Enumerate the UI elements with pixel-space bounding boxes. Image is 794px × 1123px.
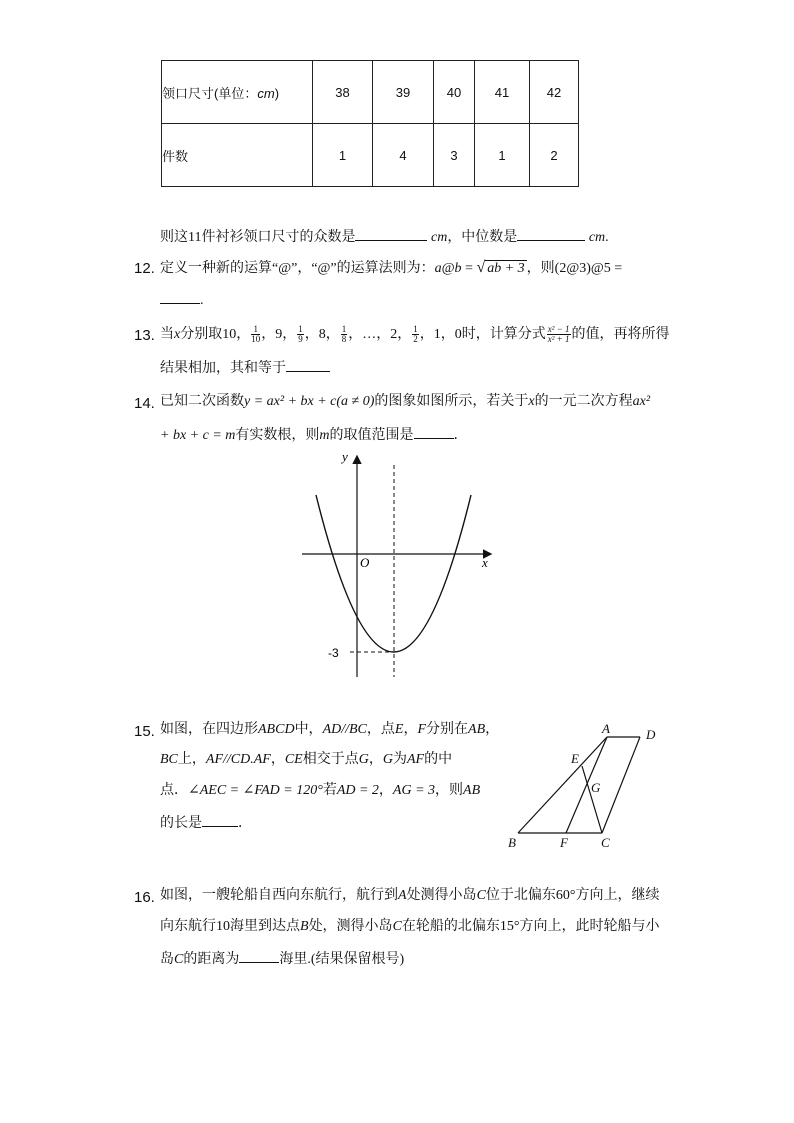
- label-e: E: [571, 751, 579, 766]
- q11-end: .: [605, 230, 609, 245]
- q14-equation: ax²: [632, 394, 651, 409]
- table-cell: 4: [373, 124, 434, 187]
- fraction: $\frac{1}{2}$: [413, 324, 418, 345]
- label-g: G: [591, 780, 601, 795]
- label-a: A: [602, 721, 610, 736]
- fraction: $\frac{1}{9}$: [298, 324, 303, 345]
- var-x: x: [174, 327, 181, 342]
- size-label-close: ): [274, 85, 280, 101]
- label-f: F: [560, 835, 568, 850]
- size-label: 领口尺寸(单位：: [162, 85, 258, 101]
- table-cell: 3: [434, 124, 475, 187]
- segment-dc: [602, 737, 640, 833]
- q12-line2: [160, 289, 204, 311]
- q15-line1: 如图，在四边形ABCD中，AD//BC，点E，F分别在AB，: [160, 722, 500, 737]
- question-number: 15.: [134, 723, 155, 740]
- q11-line: [160, 226, 609, 248]
- table-cell: 2: [530, 124, 579, 187]
- equals-sign: =: [461, 261, 477, 276]
- q13-line1: [160, 322, 670, 348]
- q11-text: ，中位数是: [447, 230, 518, 245]
- table-row-header: 件数: [162, 124, 313, 187]
- q14-equation: + bx + c = m: [160, 428, 236, 443]
- label-d: D: [646, 727, 656, 742]
- q14-text: 的取值范围是: [329, 428, 414, 443]
- table-row: [162, 124, 579, 187]
- q12-text: ，则(2@3)@5 =: [526, 261, 623, 276]
- q14-text: 有实数根，则: [235, 428, 320, 443]
- q16-line2: 向东航行10海里到达点B处，测得小岛C在轮船的北偏东15°方向上，此时轮船与小: [160, 919, 660, 934]
- q13-text: 当: [160, 327, 174, 342]
- table-cell: 42: [530, 61, 579, 124]
- q13-text: 分别取10，: [180, 327, 251, 342]
- q12-line1: [160, 258, 622, 279]
- q15-line2: BC上，AF//CD.AF，CE相交于点G，G为AF的中: [160, 752, 453, 767]
- size-unit: cm: [257, 85, 275, 101]
- unit-cm: cm: [430, 230, 448, 245]
- var-x: x: [528, 394, 535, 409]
- q13-text: 结果相加，其和等于: [160, 361, 286, 376]
- q13-text: ，1，0时，计算分式: [419, 327, 546, 342]
- q15-line4: 的长是 ．: [160, 812, 252, 834]
- q15-line3: 点．∠AEC = ∠FAD = 120°若AD = 2，AG = 3，则AB: [160, 783, 481, 798]
- q16-line3: 岛C的距离为 海里.(结果保留根号): [160, 948, 404, 970]
- label-b: B: [508, 835, 516, 850]
- answer-blank[interactable]: [239, 948, 279, 963]
- table-row: [162, 61, 579, 124]
- var-m: m: [319, 428, 330, 443]
- q14-text: 的一元二次方程: [534, 394, 633, 409]
- q14-text: 已知二次函数: [160, 394, 244, 409]
- answer-blank[interactable]: [355, 226, 427, 241]
- q14-line2: [160, 424, 468, 446]
- answer-blank[interactable]: [286, 357, 330, 372]
- label-c: C: [601, 835, 610, 850]
- q12-expr: a@b: [434, 261, 462, 276]
- question-number: 12.: [134, 260, 155, 277]
- answer-blank[interactable]: [202, 812, 238, 827]
- q13-text: 的值，再将所得: [571, 327, 670, 342]
- x-axis-label: x: [482, 555, 488, 570]
- table-cell: 38: [313, 61, 373, 124]
- table-cell: 39: [373, 61, 434, 124]
- answer-blank[interactable]: [160, 289, 200, 304]
- question-number: 14.: [134, 395, 155, 412]
- parabola-graph: [290, 445, 510, 685]
- q14-equation: y = ax² + bx + c(a ≠ 0): [244, 394, 375, 409]
- answer-blank[interactable]: [414, 424, 454, 439]
- q13-text: ，8，: [304, 327, 340, 342]
- y-axis-label: y: [342, 449, 348, 464]
- size-frequency-table: [161, 60, 579, 187]
- table-row-header: [162, 61, 313, 124]
- q12-text: 定义一种新的运算“@”，“@”的运算法则为：: [160, 261, 435, 276]
- table-cell: 1: [313, 124, 373, 187]
- question-number: 16.: [134, 889, 155, 906]
- q16-line1: 如图，一艘轮船自西向东航行，航行到A处测得小岛C位于北偏东60°方向上，继续: [160, 888, 660, 903]
- unit-cm: cm: [588, 230, 606, 245]
- origin-label: O: [360, 555, 370, 570]
- q12-end: .: [200, 293, 204, 308]
- q13-text: ，9，: [261, 327, 297, 342]
- q13-text: ，…，2，: [348, 327, 412, 342]
- fraction: $\frac{1}{8}$: [341, 324, 347, 345]
- q14-text: 的图象如图所示，若关于: [374, 394, 529, 409]
- answer-blank[interactable]: [517, 226, 585, 241]
- table-cell: 40: [434, 61, 475, 124]
- table-cell: 1: [475, 124, 530, 187]
- q13-line2: [160, 357, 330, 379]
- fraction: $\frac{\text{x² − 1}}{\text{x² + 1}}$: [547, 324, 570, 345]
- q14-end: ．: [453, 428, 468, 443]
- q11-text: 则这11件衬衫领口尺寸的众数是: [160, 230, 356, 245]
- quadrilateral-figure: [498, 720, 668, 855]
- fraction: $\frac{1}{10}$: [251, 324, 261, 345]
- question-number: 13.: [134, 327, 155, 344]
- min-value-label: -3: [328, 646, 339, 660]
- sqrt-sign: √: [476, 259, 486, 276]
- sqrt-radicand: ab + 3: [487, 261, 525, 276]
- table-cell: 41: [475, 61, 530, 124]
- segment-ec: [582, 766, 602, 833]
- q14-line1: [160, 392, 650, 412]
